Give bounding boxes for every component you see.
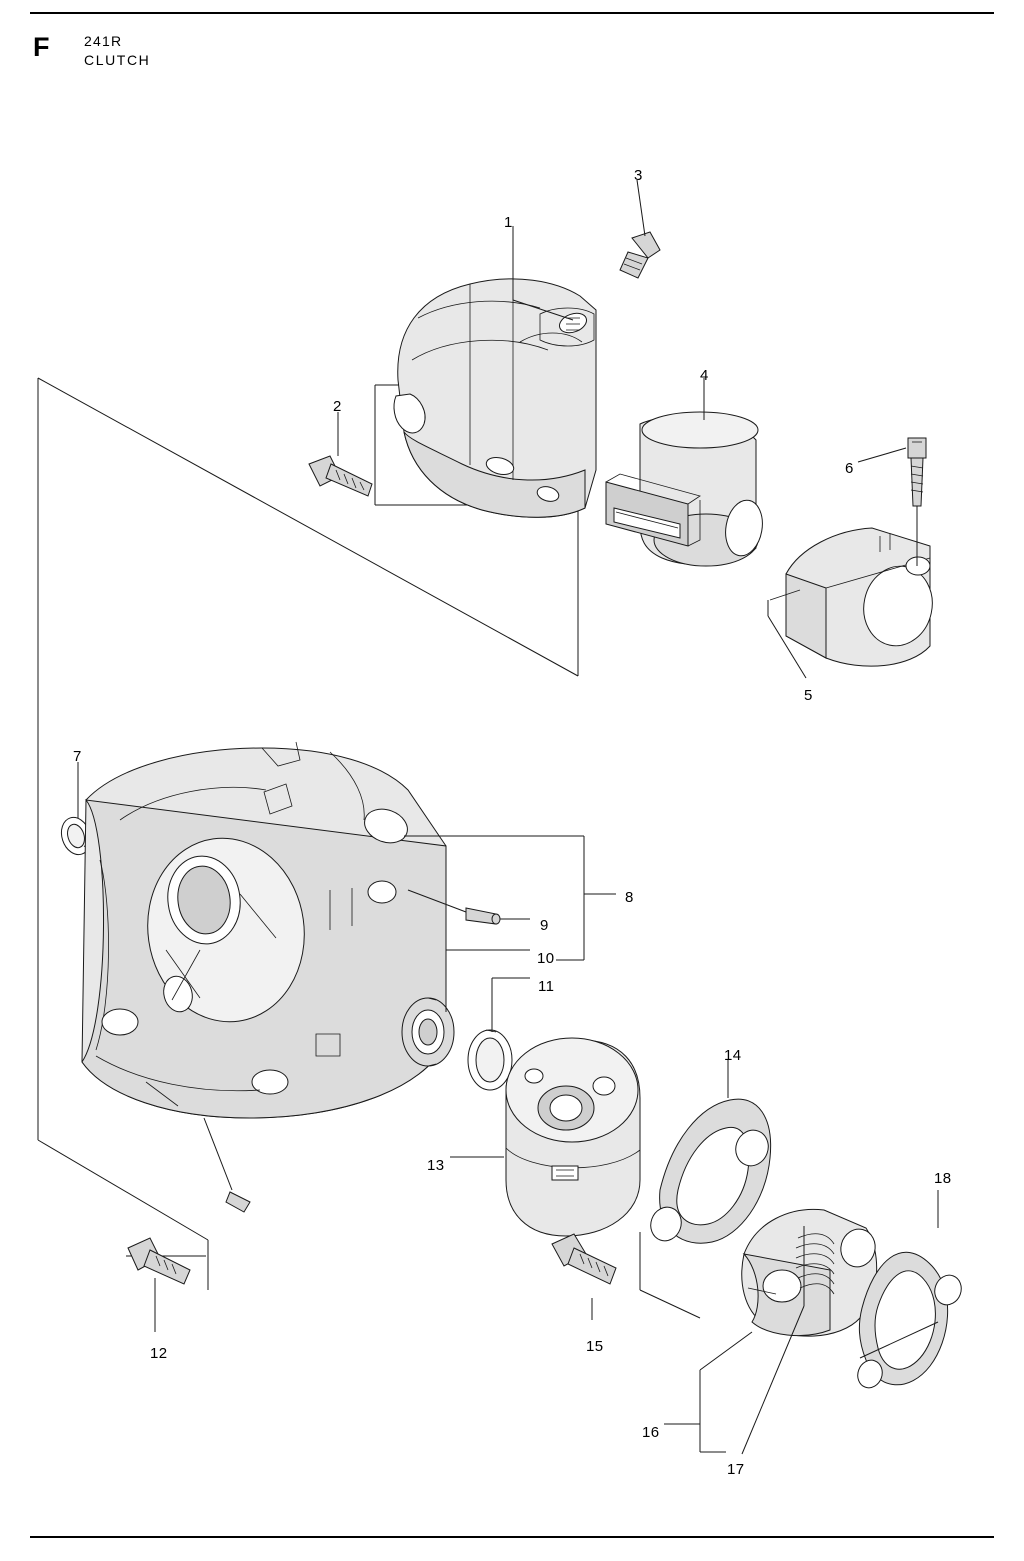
part-clutch-drum (506, 1038, 640, 1236)
callout-9: 9 (540, 917, 549, 934)
part-pin-small (226, 1192, 250, 1212)
callout-16: 16 (642, 1424, 660, 1441)
part-shaft-housing (606, 412, 767, 566)
callout-11: 11 (538, 978, 555, 995)
callout-13: 13 (427, 1157, 445, 1174)
part-clutch-cover (394, 279, 596, 517)
callout-12: 12 (150, 1345, 168, 1362)
callout-17: 17 (727, 1461, 745, 1478)
part-clamp-half (770, 528, 940, 666)
callout-3: 3 (634, 167, 643, 184)
callout-4: 4 (700, 367, 709, 384)
callout-10: 10 (537, 950, 555, 967)
part-circlip (468, 1030, 512, 1090)
assembly-label: CLUTCH (84, 52, 151, 68)
section-letter: F (33, 32, 50, 62)
callout-7: 7 (73, 748, 82, 765)
callout-8: 8 (625, 889, 634, 906)
callout-6: 6 (845, 460, 854, 477)
callout-1: 1 (504, 214, 513, 231)
part-clutch-assembly (742, 1209, 880, 1336)
callout-18: 18 (934, 1170, 952, 1187)
model-label: 241R (84, 33, 123, 49)
part-screw-flange (128, 1238, 190, 1284)
callout-2: 2 (333, 398, 342, 415)
part-bolt-socket (908, 438, 926, 506)
part-washer-plate (646, 1099, 773, 1245)
part-screw-clutch (552, 1234, 616, 1284)
part-crankcase (82, 742, 446, 1118)
callout-5: 5 (804, 687, 813, 704)
callout-14: 14 (724, 1047, 742, 1064)
callout-15: 15 (586, 1338, 604, 1355)
part-screw-short (620, 232, 660, 278)
part-dowel-pin (466, 908, 500, 924)
part-screw-long (309, 456, 372, 496)
